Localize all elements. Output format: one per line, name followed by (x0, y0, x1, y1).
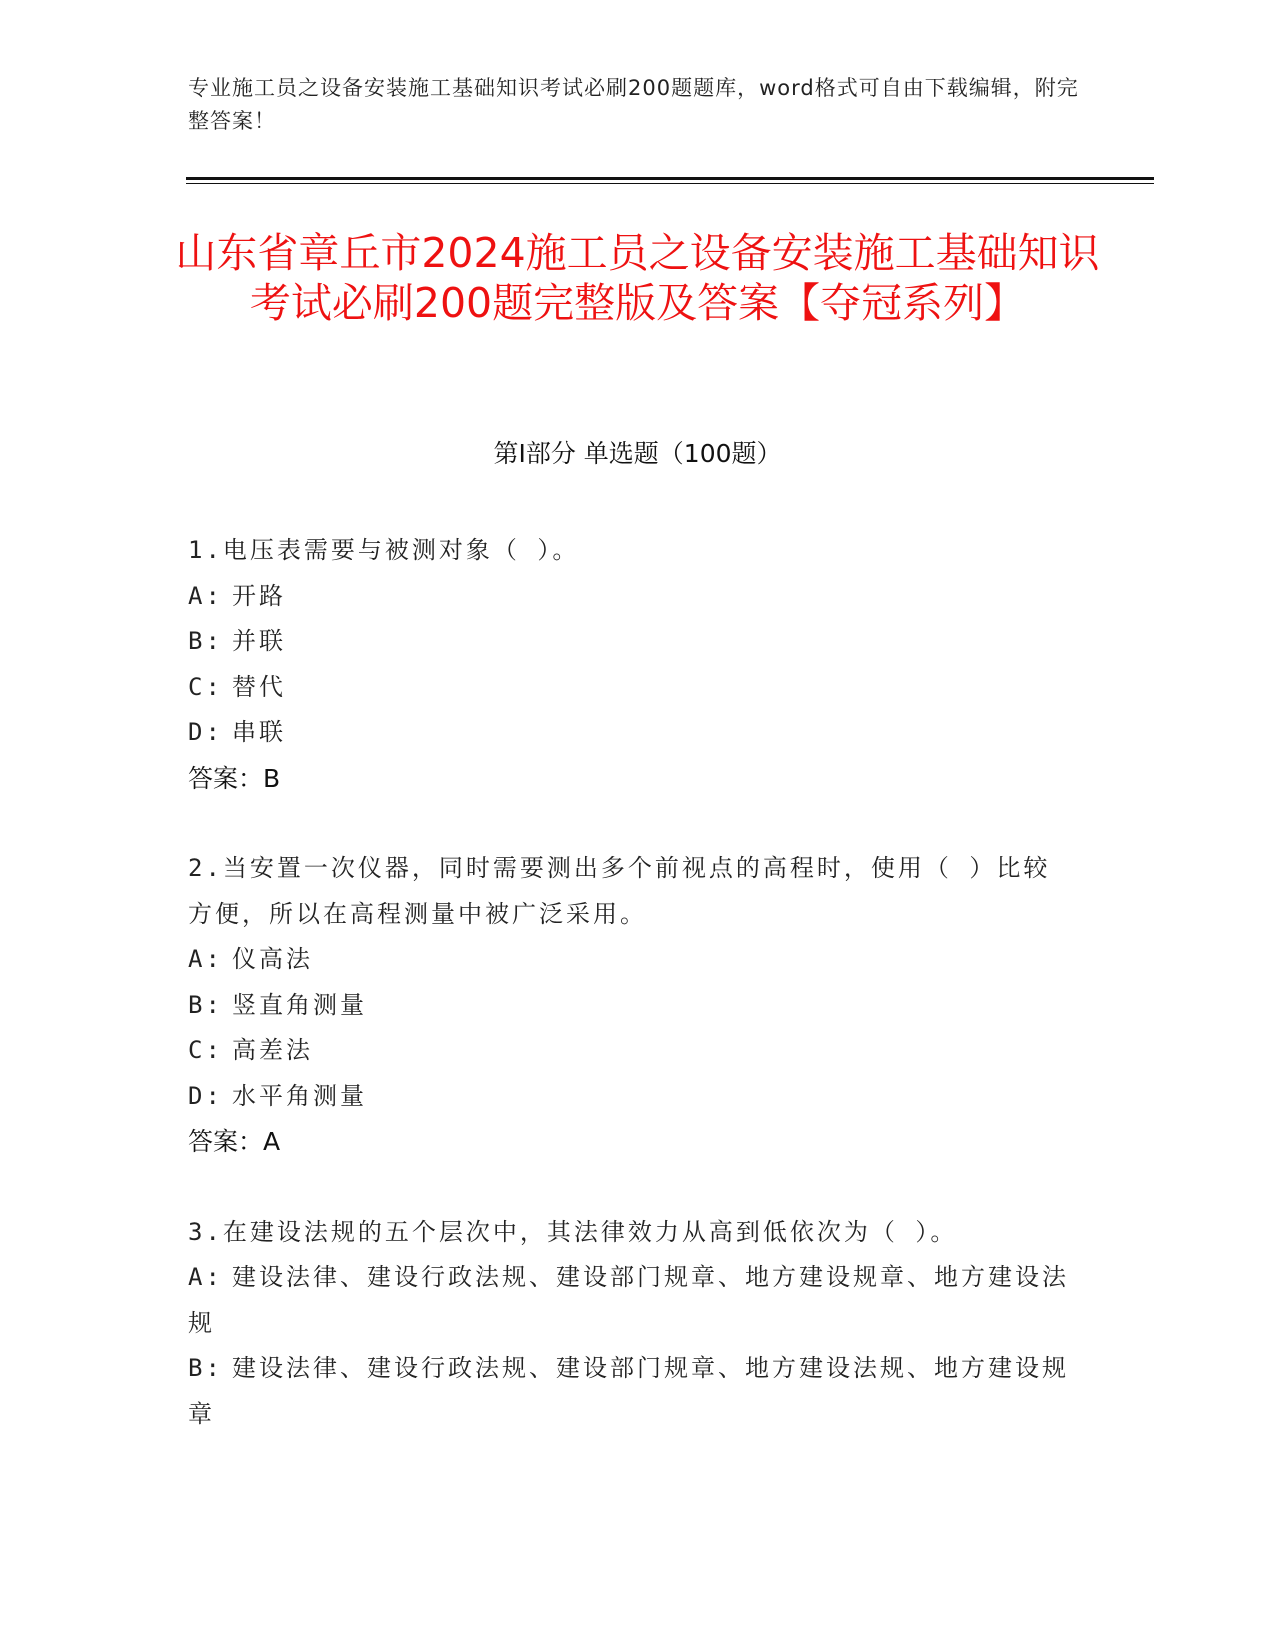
option-a (188, 1255, 1073, 1346)
option-text: 并联 (232, 627, 286, 655)
option-a (188, 937, 1073, 983)
header-divider-thin (186, 183, 1154, 184)
option-letter: D: (188, 1081, 223, 1110)
header-divider-thick (186, 177, 1154, 180)
answer-line: 答案：B (188, 763, 281, 793)
option-text: 竖直角测量 (232, 990, 367, 1019)
option-letter: A: (188, 1263, 223, 1291)
option-text: 高差法 (232, 1036, 313, 1064)
option-c (188, 1028, 1073, 1074)
question-3 (188, 1210, 1073, 1438)
option-letter: A: (188, 581, 223, 610)
option-d (188, 1074, 1073, 1120)
option-b (188, 619, 1073, 665)
question-2 (188, 846, 1073, 1165)
option-text: 水平角测量 (232, 1081, 367, 1110)
option-letter: C: (188, 672, 223, 701)
option-text: 串联 (232, 718, 286, 746)
option-text: 仪高法 (232, 945, 313, 973)
question-stem: 2.当安置一次仪器，同时需要测出多个前视点的高程时，使用（ ）比较方便，所以在高程测量中被广泛采用。 (188, 854, 1051, 928)
option-letter: B: (188, 1354, 223, 1382)
option-letter: B: (188, 990, 223, 1019)
question-stem: 3.在建设法规的五个层次中，其法律效力从高到低依次为（ ）。 (188, 1217, 958, 1246)
option-a (188, 574, 1073, 620)
question-1 (188, 528, 1073, 801)
option-letter: B: (188, 627, 223, 655)
option-text: 开路 (232, 581, 286, 610)
option-text: 建设法律、建设行政法规、建设部门规章、地方建设规章、地方建设法规 (188, 1263, 1069, 1337)
option-letter: A: (188, 945, 223, 973)
option-b (188, 1346, 1073, 1437)
section-heading: 第I部分 单选题（100题） (493, 439, 782, 468)
option-letter: D: (188, 718, 223, 746)
option-b (188, 983, 1073, 1029)
document-title: 山东省章丘市2024施工员之设备安装施工基础知识考试必刷200题完整版及答案【夺冠系列】 (175, 229, 1100, 327)
option-text: 建设法律、建设行政法规、建设部门规章、地方建设法规、地方建设规章 (188, 1354, 1069, 1428)
option-c (188, 665, 1073, 711)
option-d (188, 710, 1073, 756)
question-stem: 1.电压表需要与被测对象（ ）。 (188, 536, 580, 564)
option-text: 替代 (232, 672, 286, 701)
answer-line: 答案：A (188, 1127, 281, 1156)
header-note: 专业施工员之设备安装施工基础知识考试必刷200题题库，word格式可自由下载编辑，附完整答案！ (188, 76, 1079, 133)
option-letter: C: (188, 1036, 223, 1064)
question-list (188, 528, 1073, 1482)
